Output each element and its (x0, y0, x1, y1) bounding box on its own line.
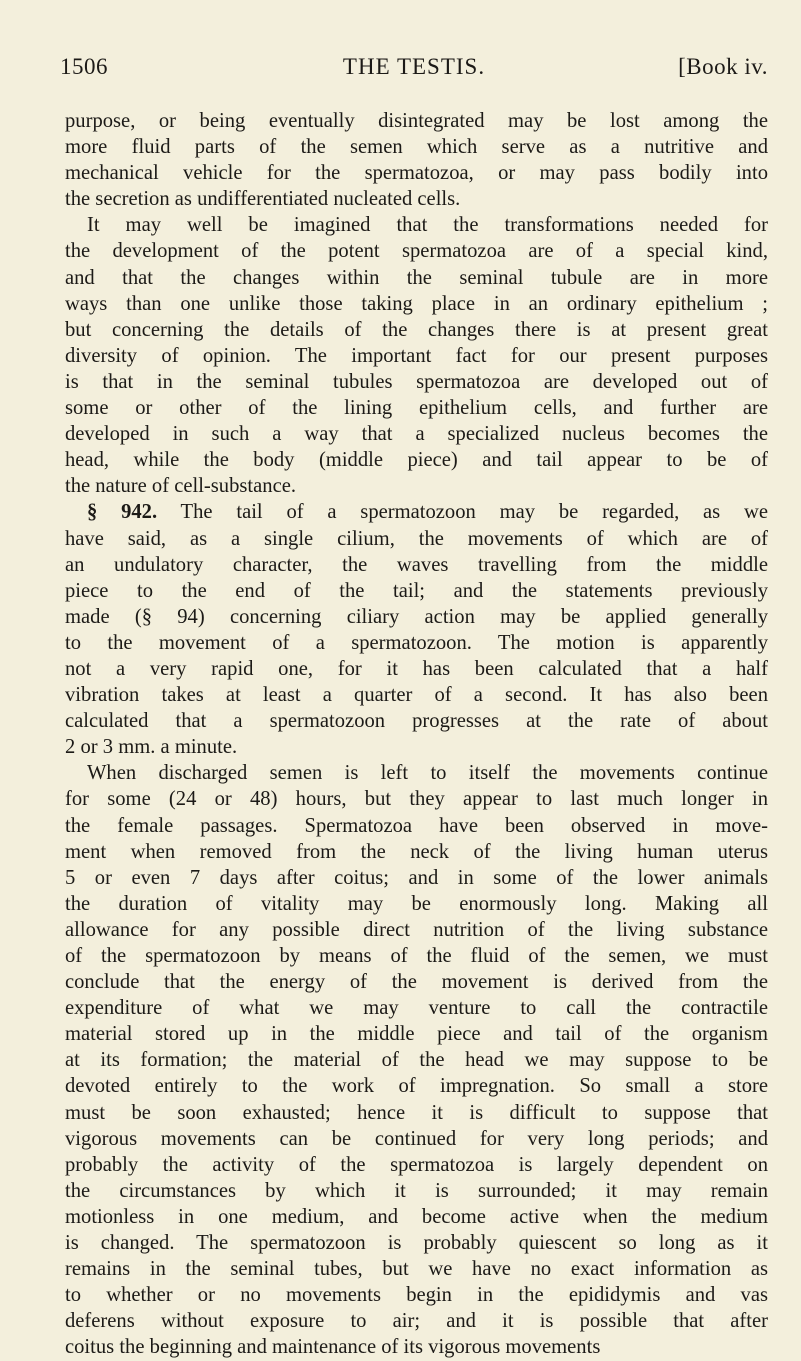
line-text: of the spermatozoon by means of the fluid of the semen, we must (65, 945, 768, 967)
line-text: some or other of the lining epithelium cells, and further are (65, 397, 768, 420)
line-text: mechanical vehicle for the spermatozoa, or may pass bodily into (65, 162, 768, 185)
body-text (65, 108, 768, 1361)
line-text: have said, as a single cilium, the movements of which are of (65, 527, 768, 550)
line-text: probably the activity of the spermatozoa is largely dependent on (65, 1153, 768, 1176)
text-line (65, 238, 768, 264)
text-line (65, 369, 768, 395)
line-text: vigorous movements can be continued for very long periods; and (65, 1127, 768, 1150)
text-line (65, 891, 768, 917)
text-line (65, 760, 768, 786)
line-text: for some (24 or 48) hours, but they appear to last much longer in (65, 788, 768, 811)
running-head (60, 54, 768, 84)
text-line (65, 473, 768, 499)
line-text: the nature of cell-substance. (65, 475, 297, 498)
line-text: material stored up in the middle piece and tail of the organism (65, 1023, 768, 1046)
line-text: the duration of vitality may be enormously long. Making all (65, 892, 768, 915)
text-line (65, 865, 768, 891)
text-line (65, 604, 768, 630)
line-text: an undulatory character, the waves travelling from the middle (65, 553, 768, 576)
text-line (65, 995, 768, 1021)
text-line (65, 108, 768, 134)
text-line (65, 708, 768, 734)
line-text: but concerning the details of the changes there is at present great (65, 318, 768, 341)
line-text: 2 or 3 mm. a minute. (65, 736, 238, 759)
line-text: motionless in one medium, and become active when the medium (65, 1205, 768, 1228)
line-text: piece to the end of the tail; and the statements previously (65, 579, 768, 602)
text-line (65, 186, 768, 212)
text-line (65, 395, 768, 421)
text-line (65, 212, 768, 238)
line-text: head, while the body (middle piece) and tail appear to be of (65, 449, 768, 472)
line-text: 5 or even 7 days after coitus; and in some of the lower animals (65, 866, 768, 889)
line-text: diversity of opinion. The important fact for our present purposes (65, 344, 768, 367)
line-text: developed in such a way that a specialized nucleus becomes the (65, 423, 768, 446)
line-text: remains in the seminal tubes, but we have no exact information as (65, 1258, 768, 1281)
text-line (65, 630, 768, 656)
line-text: purpose, or being eventually disintegrated may be lost among the (65, 110, 768, 132)
text-line (65, 1282, 768, 1308)
text-line (65, 1256, 768, 1282)
text-line (65, 1021, 768, 1047)
line-text: is changed. The spermatozoon is probably quiescent so long as it (65, 1232, 768, 1255)
line-text: ways than one unlike those taking place in an ordinary epithelium ; (65, 292, 768, 315)
text-line (65, 917, 768, 943)
page-number: 1506 (60, 54, 108, 79)
line-text: more fluid parts of the semen which serve as a nutritive and (65, 136, 768, 159)
text-line (65, 1178, 768, 1204)
text-line (65, 1073, 768, 1099)
text-line (65, 265, 768, 291)
line-text: It may well be imagined that the transformations needed for (87, 214, 768, 237)
text-line (65, 526, 768, 552)
text-line (65, 1204, 768, 1230)
text-line (65, 969, 768, 995)
text-line (65, 499, 768, 525)
line-text: calculated that a spermatozoon progresses at the rate of about (65, 710, 768, 733)
text-line (65, 343, 768, 369)
line-text: the female passages. Spermatozoa have been observed in move- (65, 814, 768, 837)
line-text: The tail of a spermatozoon may be regarded, as we (180, 501, 768, 524)
line-text: allowance for any possible direct nutrition of the living substance (65, 918, 768, 941)
running-title: THE TESTIS. (342, 54, 486, 79)
text-line (65, 839, 768, 865)
section-number: § 942. (87, 501, 158, 524)
text-line (65, 1334, 768, 1360)
text-line (65, 291, 768, 317)
text-line (65, 317, 768, 343)
line-text: the secretion as undifferentiated nucleated cells. (65, 188, 461, 211)
text-line (65, 134, 768, 160)
text-line (65, 1100, 768, 1126)
text-line (65, 1047, 768, 1073)
line-text: to whether or no movements begin in the epididymis and vas (65, 1284, 768, 1307)
line-text: the circumstances by which it is surrounded; it may remain (65, 1179, 768, 1202)
text-line (65, 160, 768, 186)
line-text: to the movement of a spermatozoon. The motion is apparently (65, 631, 768, 654)
text-line (65, 682, 768, 708)
line-text: vibration takes at least a quarter of a second. It has also been (65, 684, 768, 707)
line-text: devoted entirely to the work of impregnation. So small a store (65, 1075, 768, 1098)
line-text: made (§ 94) concerning ciliary action may be applied generally (65, 605, 768, 628)
line-text: expenditure of what we may venture to call the contractile (65, 997, 768, 1020)
line-text: the development of the potent spermatozoa are of a special kind, (65, 240, 768, 263)
line-text: is that in the seminal tubules spermatozoa are developed out of (65, 370, 768, 393)
text-line (65, 1126, 768, 1152)
text-line (65, 813, 768, 839)
text-line (65, 1230, 768, 1256)
line-text: and that the changes within the seminal tubule are in more (65, 266, 768, 289)
text-line (65, 578, 768, 604)
line-text: at its formation; the material of the head we may suppose to be (65, 1049, 768, 1072)
text-line (65, 1308, 768, 1334)
text-line (65, 421, 768, 447)
line-text: not a very rapid one, for it has been calculated that a half (65, 657, 768, 680)
line-text: deferens without exposure to air; and it is possible that after (65, 1310, 768, 1333)
line-text: coitus the beginning and maintenance of its vigorous movements (65, 1336, 601, 1359)
text-line (65, 447, 768, 473)
text-line (65, 943, 768, 969)
text-line (65, 734, 768, 760)
book-label: [Book iv. (678, 54, 768, 79)
text-line (65, 786, 768, 812)
line-text: When discharged semen is left to itself the movements continue (87, 762, 768, 785)
text-line (65, 656, 768, 682)
line-text: conclude that the energy of the movement is derived from the (65, 971, 768, 994)
line-text: must be soon exhausted; hence it is difficult to suppose that (65, 1101, 768, 1124)
text-line (65, 552, 768, 578)
text-line (65, 1152, 768, 1178)
line-text: ment when removed from the neck of the living human uterus (65, 840, 768, 863)
